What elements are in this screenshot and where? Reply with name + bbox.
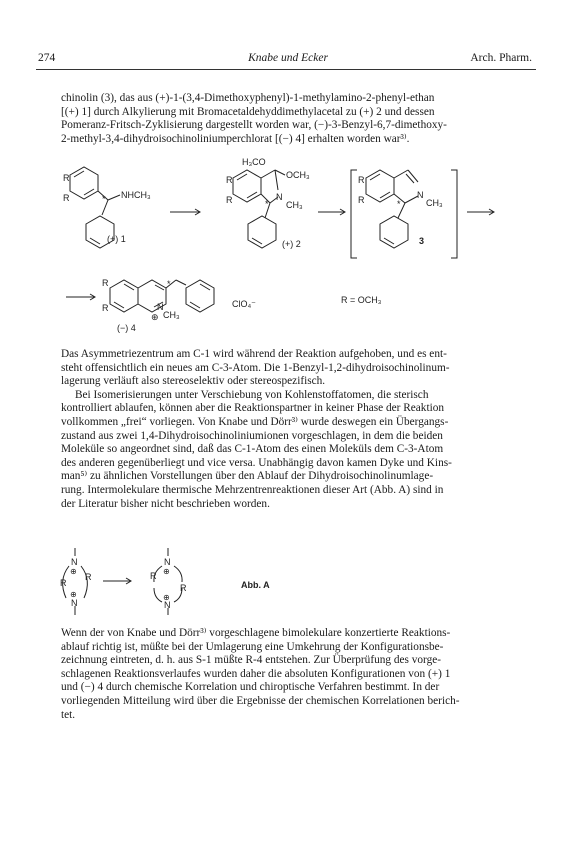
text-line: Moleküle so angeordnet sind, daß das C-1-Atom des einen Moleküls dem C-3-Atom bbox=[61, 443, 444, 456]
substituent-r: R bbox=[102, 278, 109, 288]
paragraph-4 bbox=[61, 627, 519, 722]
positive-charge-icon: ⊕ bbox=[151, 312, 159, 322]
counterion-label: ClO₄⁻ bbox=[232, 299, 256, 309]
text-line: steht offensichtlich ein neues am C-3-Atom. Die 1-Benzyl-1,2-dihydroisochinolinum- bbox=[61, 361, 450, 374]
stereo-marker: * bbox=[397, 199, 401, 209]
paragraph-2 bbox=[61, 348, 519, 511]
reaction-scheme bbox=[0, 155, 576, 340]
text-line: schlagenen Reaktionsverlaufes wurden daher die absoluten Konfigurationen von (+) 1 bbox=[61, 667, 451, 680]
stereo-marker: * bbox=[265, 199, 269, 209]
positive-charge-icon: ⊕ bbox=[163, 593, 170, 602]
compound-label: (+) 2 bbox=[282, 239, 301, 249]
nitrogen-label: N bbox=[417, 190, 424, 200]
amine-label: NHCH₃ bbox=[121, 190, 151, 200]
nitrogen-label: N bbox=[71, 598, 78, 608]
substituent-r: R bbox=[358, 195, 365, 205]
text-line: tet. bbox=[61, 708, 76, 721]
positive-charge-icon: ⊕ bbox=[70, 567, 77, 576]
compound-2-structure bbox=[233, 170, 285, 248]
n-methyl-label: CH₃ bbox=[286, 200, 303, 210]
text-line: zustand aus zwei 1,4-Dihydroisochinoliniumionen vorgeschlagen, in dem die beiden bbox=[61, 429, 443, 442]
text-line: kontrolliert ablaufen, können aber die Reaktionspartner in keiner Phase der Reaktion bbox=[61, 402, 445, 415]
acetal-left: H₃CO bbox=[242, 157, 266, 167]
acetal-right: OCH₃ bbox=[286, 170, 310, 180]
stereo-marker: * bbox=[102, 194, 106, 204]
journal-name: Arch. Pharm. bbox=[470, 52, 532, 64]
substituent-r: R bbox=[180, 583, 187, 593]
nitrogen-label: N bbox=[276, 192, 283, 202]
text-line: des anderen gegenüberliegt und vice versa. Unabhängig davon kamen Dyke und Kins- bbox=[61, 456, 452, 469]
figure-a bbox=[0, 540, 576, 620]
nitrogen-label: N bbox=[164, 600, 171, 610]
substituent-r: R bbox=[102, 303, 109, 313]
text-line: ablauf richtig ist, müßte bei der Umlagerung eine Umkehrung der Konfigurationsbe- bbox=[61, 640, 444, 653]
compound-label: (−) 4 bbox=[117, 323, 136, 333]
text-line: Pomeranz-Fritsch-Zyklisierung dargestellt worden war, (−)-3-Benzyl-6,7-dimethoxy- bbox=[61, 119, 447, 132]
substituent-r: R bbox=[358, 175, 365, 185]
n-methyl-label: CH₃ bbox=[163, 310, 180, 320]
text-line: rung. Intermolekulare thermische Mehrzentrenreaktionen dieser Art (Abb. A) sind in bbox=[61, 483, 444, 496]
text-line: man⁵⁾ zu ähnlichen Vorstellungen über den Ablauf der Dihydroisochinolinumlage- bbox=[61, 470, 434, 483]
positive-charge-icon: ⊕ bbox=[163, 567, 170, 576]
nitrogen-label: N bbox=[71, 557, 78, 567]
substituent-r: R bbox=[226, 175, 233, 185]
substituent-r: R bbox=[226, 195, 233, 205]
positive-charge-icon: ⊕ bbox=[70, 590, 77, 599]
page-number: 274 bbox=[38, 52, 56, 64]
text-line: vorliegenden Mitteilung wird über die Ergebnisse der chemischen Korrelationen berich- bbox=[61, 694, 460, 707]
text-line: lagerung verläuft also stereoselektiv oder stereospezifisch. bbox=[61, 375, 326, 388]
text-line: und (−) 4 durch chemische Korrelation und chiroptische Verfahren bestimmt. In der bbox=[61, 681, 440, 694]
header-rule bbox=[36, 69, 536, 70]
text-line: 2-methyl-3,4-dihydroisochinoliniumperchlorat [(−) 4] erhalten worden war³⁾. bbox=[61, 132, 410, 145]
text-line: der Literatur bisher nicht beschrieben worden. bbox=[61, 497, 270, 510]
n-methyl-label: CH₃ bbox=[426, 198, 443, 208]
substituent-r: R bbox=[85, 572, 92, 582]
text-line: Bei Isomerisierungen unter Verschiebung von Kohlenstoffatomen, die sterisch bbox=[75, 388, 429, 401]
substituent-r: R bbox=[150, 571, 157, 581]
figure-caption: Abb. A bbox=[241, 580, 270, 590]
compound-3-structure bbox=[366, 170, 418, 248]
text-line: [(+) 1] durch Alkylierung mit Bromacetaldehyddimethylacetal zu (+) 2 und dessen bbox=[61, 105, 435, 118]
compound-label: 3 bbox=[419, 236, 425, 246]
text-line: vollkommen „frei“ vorliegen. Von Knabe und Dörr³⁾ wurde deswegen ein Übergangs- bbox=[61, 415, 449, 428]
compound-label: (+) 1 bbox=[107, 234, 126, 244]
r-definition: R = OCH₃ bbox=[341, 295, 382, 305]
substituent-r: R bbox=[60, 578, 67, 588]
substituent-r: R bbox=[63, 193, 70, 203]
text-line: Das Asymmetriezentrum am C-1 wird während der Reaktion aufgehoben, und es ent- bbox=[61, 348, 447, 360]
nitrogen-label: N bbox=[164, 557, 171, 567]
paragraph-1 bbox=[61, 92, 519, 146]
nitrogen-label: N bbox=[157, 302, 164, 312]
running-title: Knabe und Ecker bbox=[248, 52, 328, 64]
text-line: chinolin (3), das aus (+)-1-(3,4-Dimethoxyphenyl)-1-methylamino-2-phenyl-ethan bbox=[61, 92, 435, 104]
text-line: Wenn der von Knabe und Dörr³⁾ vorgeschlagene bimolekulare konzertierte Reaktions- bbox=[61, 627, 451, 639]
substituent-r: R bbox=[63, 173, 70, 183]
stereo-marker: * bbox=[167, 279, 171, 289]
text-line: zeichnung eintreten, d. h. aus S-1 müßte R-4 entstehen. Zur Überprüfung des vorge- bbox=[61, 654, 442, 667]
